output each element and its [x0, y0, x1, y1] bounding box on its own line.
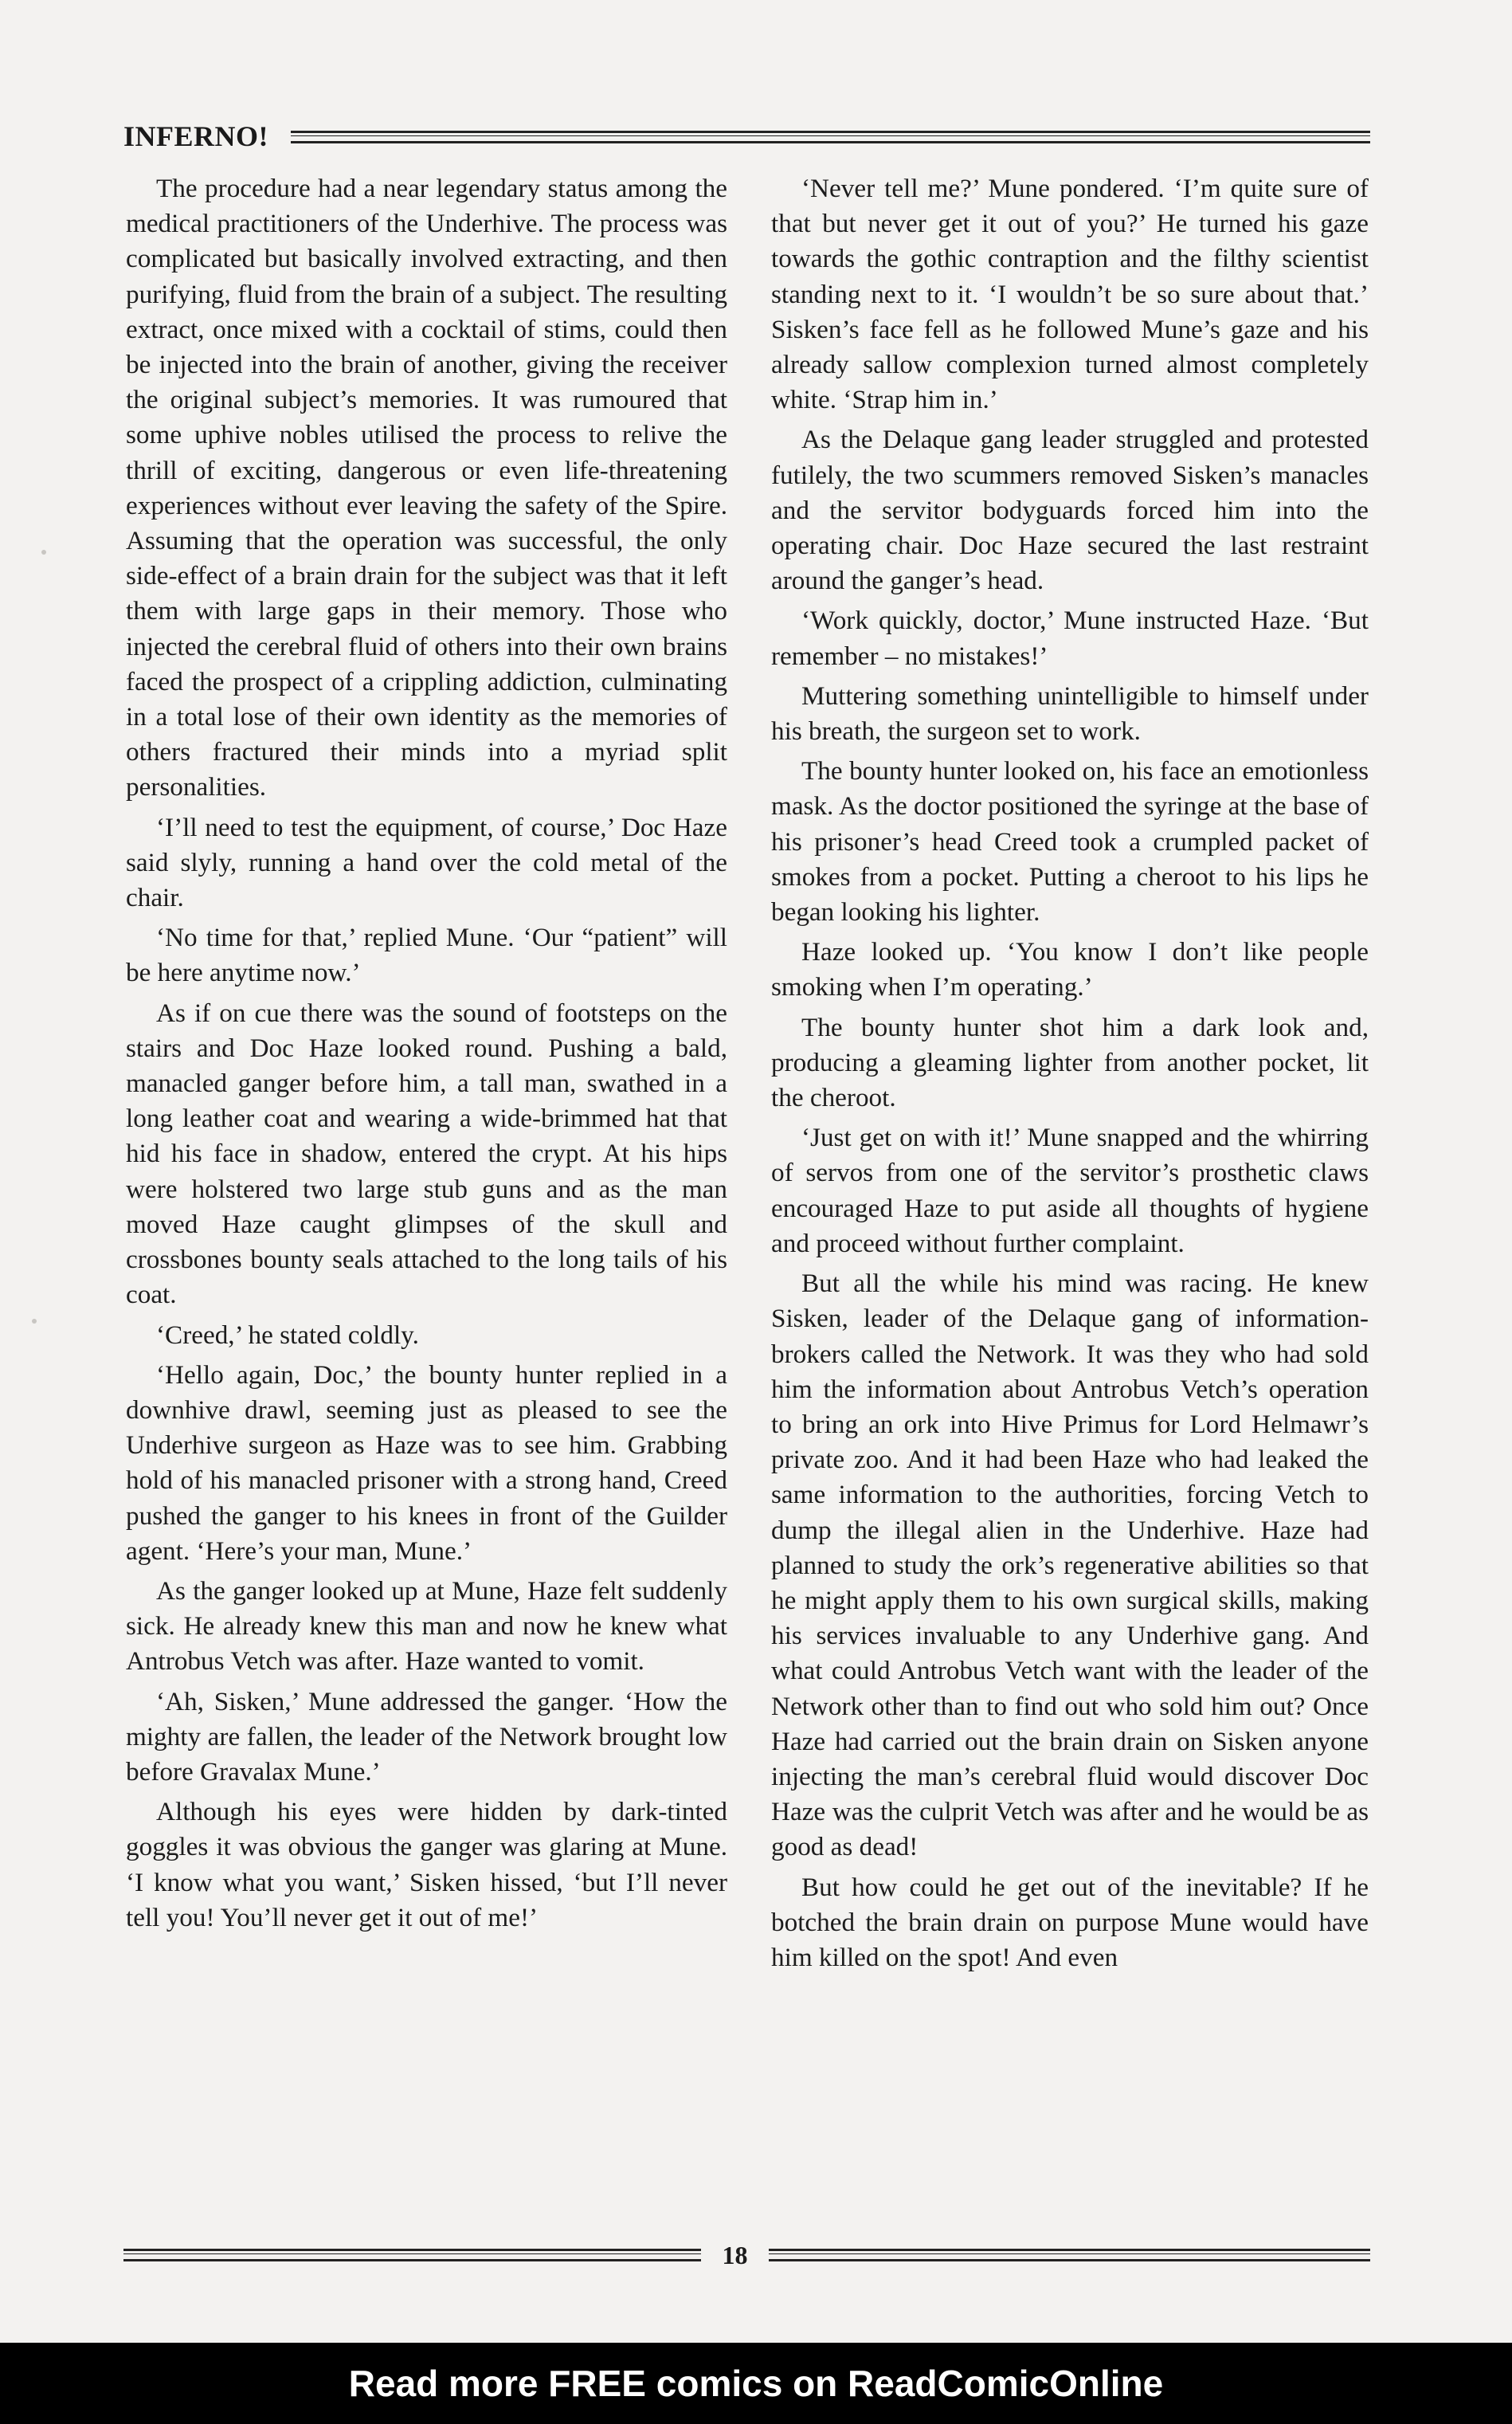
paragraph: ‘Hello again, Doc,’ the bounty hunter replied in a downhive drawl, seeming just as pleased to see the Underhive surgeon as Haze was to see him. Grabbing hold of his manacled prisoner with a strong hand, Creed pushed the ganger to his knees in front of the Guilder agent. ‘Here’s your man, Mune.’ — [126, 1359, 727, 1566]
paragraph: ‘Never tell me?’ Mune pondered. ‘I’m quite sure of that but never get it out of you?’ He turned his gaze towards the gothic contraption and the filthy scientist standing next to it. ‘I wouldn’t be so sure about that.’ Sisken’s face fell as he followed Mune’s gaze and his already sallow complexion turned almost completely white. ‘Strap him in.’ — [771, 174, 1369, 415]
paper-speck — [32, 1319, 37, 1324]
footer-rule-right — [769, 2249, 1370, 2261]
promo-banner-link[interactable]: Read more FREE comics on ReadComicOnline — [0, 2343, 1512, 2424]
paragraph: ‘Ah, Sisken,’ Mune addressed the ganger. ‘How the mighty are fallen, the leader of the Network brought low before Gravalax Mune.’ — [126, 1686, 727, 1787]
paper-speck — [41, 550, 46, 555]
paragraph: As if on cue there was the sound of footsteps on the stairs and Doc Haze looked round. Pushing a bald, manacled ganger before him, a tall man, swathed in a long leather coat and wearing a wide-brimmed hat that hid his face in shadow, entered the crypt. At his hips were holstered two large stub guns and as the man moved Haze caught glimpses of the skull and crossbones bounty seals attached to the long tails of his coat. — [126, 998, 727, 1310]
page-header — [123, 120, 1370, 151]
page-number: 18 — [722, 2241, 748, 2269]
paragraph: Although his eyes were hidden by dark-tinted goggles it was obvious the ganger was glaring at Mune. ‘I know what you want,’ Sisken hissed, ‘but I’ll never tell you! You’ll never get it out of me!’ — [126, 1797, 727, 1932]
right-column — [771, 171, 1369, 1980]
paragraph: As the ganger looked up at Mune, Haze felt suddenly sick. He already knew this man and now he knew what Antrobus Vetch was after. Haze wanted to vomit. — [126, 1575, 727, 1677]
paragraph: ‘Just get on with it!’ Mune snapped and the whirring of servos from one of the servitor’s prosthetic claws encouraged Haze to put aside all thoughts of hygiene and proceed without further complaint. — [771, 1123, 1369, 1258]
paragraph: Haze looked up. ‘You know I don’t like people smoking when I’m operating.’ — [771, 937, 1369, 1002]
paragraph: Muttering something unintelligible to himself under his breath, the surgeon set to work. — [771, 681, 1369, 747]
paragraph: But how could he get out of the inevitable? If he botched the brain drain on purpose Mune would have him killed on the spot! And even — [771, 1872, 1369, 1972]
paragraph: ‘I’ll need to test the equipment, of course,’ Doc Haze said slyly, running a hand over the cold metal of the chair. — [126, 812, 727, 913]
paragraph: ‘No time for that,’ replied Mune. ‘Our “patient” will be here anytime now.’ — [126, 923, 727, 988]
paragraph: But all the while his mind was racing. He knew Sisken, leader of the Delaque gang of information-brokers called the Network. It was they who had sold him the information about Antrobus Vetch’s operation to bring an ork into Hive Primus for Lord Helmawr’s private zoo. And it had been Haze who had leaked the same information to the authorities, forcing Vetch to dump the illegal alien in the Underhive. Haze had planned to study the ork’s regenerative abilities so that he might apply them to his own surgical skills, making his services invaluable to any Underhive gang. And what could Antrobus Vetch want with the leader of the Network other than to find out who sold him out? Once Haze had carried out the brain drain on Sisken anyone injecting the man’s cerebral fluid would discover Doc Haze was the culprit Vetch was after and he would be as good as dead! — [771, 1269, 1369, 1862]
left-column — [126, 171, 727, 1940]
page-footer — [123, 2241, 1370, 2273]
footer-rule-left — [123, 2249, 701, 2261]
paragraph: The bounty hunter shot him a dark look and, producing a gleaming lighter from another pocket, lit the cheroot. — [771, 1012, 1369, 1113]
book-title: INFERNO! — [123, 120, 268, 152]
paragraph: ‘Work quickly, doctor,’ Mune instructed Haze. ‘But remember – no mistakes!’ — [771, 606, 1369, 671]
header-rule — [291, 131, 1370, 143]
paragraph: ‘Creed,’ he stated coldly. — [156, 1320, 419, 1350]
paragraph: As the Delaque gang leader struggled and protested futilely, the two scummers removed Sisken’s manacles and the servitor bodyguards forced him into the operating chair. Doc Haze secured the last restraint around the ganger’s head. — [771, 425, 1369, 596]
paragraph: The bounty hunter looked on, his face an emotionless mask. As the doctor positioned the syringe at the base of his prisoner’s head Creed took a crumpled packet of smokes from a pocket. Putting a cheroot to his lips he began looking his lighter. — [771, 756, 1369, 928]
paragraph: The procedure had a near legendary status among the medical practitioners of the Underhive. The process was complicated but basically involved extracting, and then purifying, fluid from the brain of a subject. The resulting extract, once mixed with a cocktail of stims, could then be injected into the brain of another, giving the receiver the original subject’s memories. It was rumoured that some uphive nobles utilised the process to relive the thrill of exciting, dangerous or even life-threatening experiences without ever leaving the safety of the Spire. Assuming that the operation was successful, the only side-effect of a brain drain for the subject was that it left them with large gaps in their memory. Those who injected the cerebral fluid of others into their own brains faced the prospect of a crippling addiction, culminating in a total lose of their own identity as the memories of others fractured their minds into a myriad split personalities. — [126, 174, 727, 802]
